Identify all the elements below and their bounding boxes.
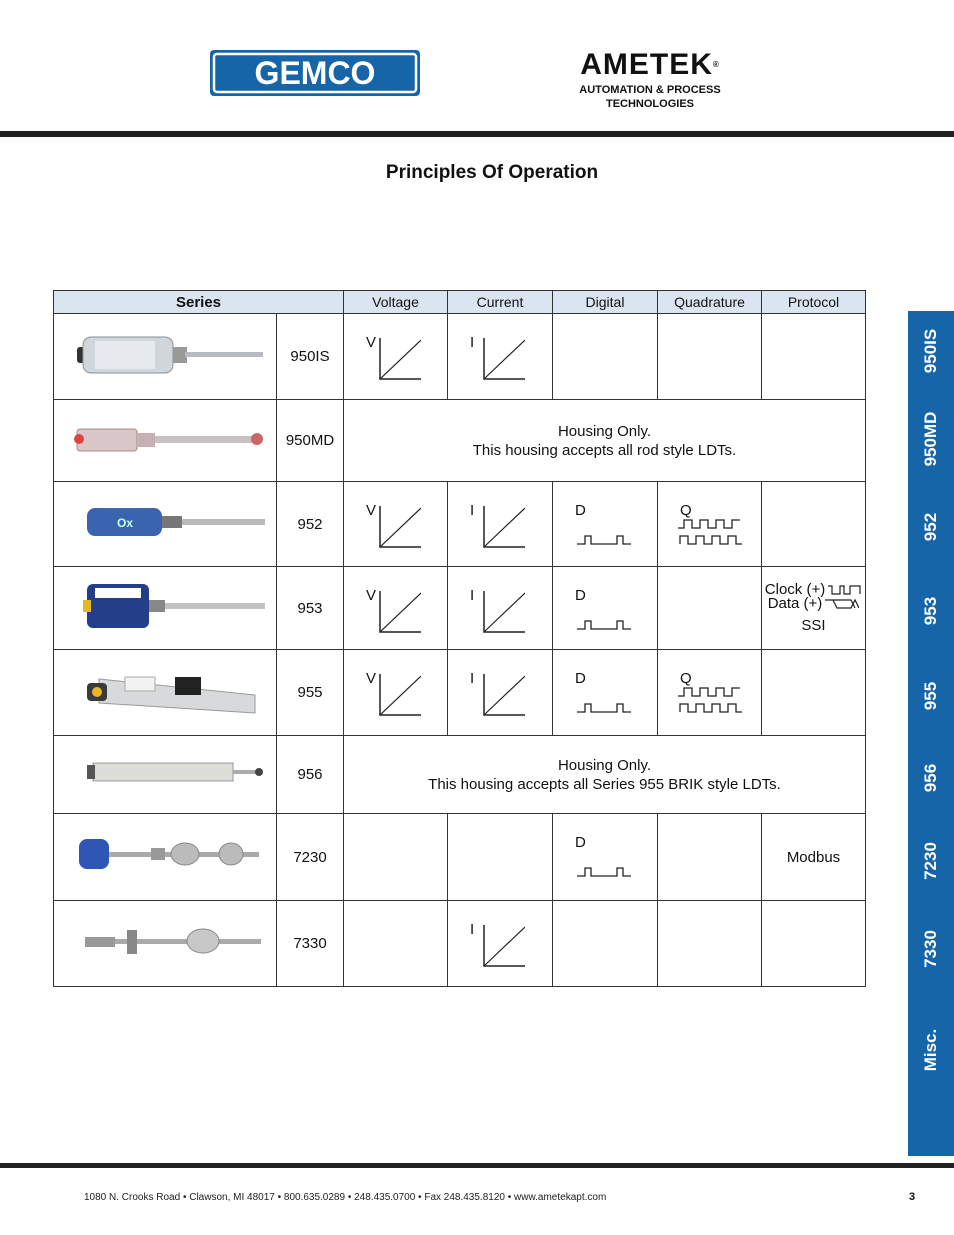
series-name: 955 <box>277 650 344 736</box>
protocol-cell <box>762 567 866 650</box>
analog-output-icon <box>483 925 525 967</box>
ametek-subtitle: AUTOMATION & PROCESS TECHNOLOGIES <box>579 84 721 110</box>
header-current: Current <box>448 291 553 314</box>
quadrature-signal-icon <box>678 686 742 714</box>
current-letter: I <box>470 334 475 351</box>
header-series: Series <box>54 291 344 314</box>
data-signal-icon <box>825 598 859 610</box>
table-row <box>54 650 866 736</box>
quadrature-cell <box>658 650 762 736</box>
table-row <box>54 314 866 400</box>
current-letter: I <box>470 670 475 687</box>
header-divider <box>0 131 954 137</box>
table-row <box>54 482 866 567</box>
digital-letter: D <box>575 587 586 604</box>
analog-output-icon <box>483 674 525 716</box>
quadrature-cell <box>658 482 762 567</box>
table-row <box>54 901 866 987</box>
digital-cell <box>553 814 658 901</box>
protocol-cell <box>762 814 866 901</box>
quadrature-cell <box>658 814 762 901</box>
ssi-clock-label: Clock (+) <box>764 580 826 598</box>
clock-signal-icon <box>828 584 862 596</box>
product-image-952 <box>54 482 277 567</box>
voltage-cell <box>344 650 448 736</box>
table-row <box>54 814 866 901</box>
voltage-letter: V <box>366 587 377 604</box>
housing-note: Housing Only. This housing accepts all Series 955 BRIK style LDTs. <box>344 736 866 814</box>
product-image-7230 <box>54 814 277 901</box>
protocol-cell <box>762 482 866 567</box>
series-name: 950IS <box>277 314 344 400</box>
digital-cell <box>553 567 658 650</box>
voltage-cell <box>344 567 448 650</box>
table-row <box>54 400 866 482</box>
digital-pulse-icon <box>577 702 633 714</box>
voltage-cell <box>344 814 448 901</box>
current-cell <box>448 314 553 400</box>
series-name: 953 <box>277 567 344 650</box>
voltage-cell <box>344 482 448 567</box>
analog-output-icon <box>483 591 525 633</box>
product-image-7330 <box>54 901 277 987</box>
current-cell <box>448 650 553 736</box>
product-image-956 <box>54 736 277 814</box>
series-name: 952 <box>277 482 344 567</box>
voltage-cell <box>344 901 448 987</box>
protocol-cell <box>762 314 866 400</box>
digital-pulse-icon <box>577 619 633 631</box>
quadrature-letter: Q <box>680 502 692 519</box>
digital-pulse-icon <box>577 866 633 878</box>
digital-letter: D <box>575 834 586 851</box>
housing-note: Housing Only. This housing accepts all rod style LDTs. <box>344 400 866 482</box>
current-cell <box>448 567 553 650</box>
header-voltage: Voltage <box>344 291 448 314</box>
operation-table <box>53 290 866 987</box>
digital-letter: D <box>575 670 586 687</box>
voltage-letter: V <box>366 670 377 687</box>
digital-cell <box>553 314 658 400</box>
footer-divider <box>0 1163 954 1168</box>
table-row <box>54 567 866 650</box>
page-title: Principles Of Operation <box>385 162 599 183</box>
analog-output-icon <box>483 506 525 548</box>
table-row <box>54 736 866 814</box>
analog-output-icon <box>379 506 421 548</box>
header-quadrature: Quadrature <box>658 291 762 314</box>
page-number: 3 <box>909 1191 916 1203</box>
product-image-955 <box>54 650 277 736</box>
quadrature-signal-icon <box>678 518 742 546</box>
footer-address: 1080 N. Crooks Road • Clawson, MI 48017 • 800.635.0289 • 248.435.0700 • Fax 248.435.8120 • www.ametekapt.com <box>84 1192 607 1203</box>
series-name: 950MD <box>277 400 344 482</box>
protocol-cell <box>762 650 866 736</box>
svg-text:GEMCO: GEMCO <box>254 55 376 91</box>
digital-cell <box>553 650 658 736</box>
quadrature-cell <box>658 314 762 400</box>
digital-cell <box>553 901 658 987</box>
voltage-cell <box>344 314 448 400</box>
quadrature-cell <box>658 901 762 987</box>
current-letter: I <box>470 502 475 519</box>
sidebar-tabs: 950IS 950MD 952 953 955 956 7230 7330 Misc. <box>908 311 954 1156</box>
current-letter: I <box>470 921 475 938</box>
ametek-logo <box>560 50 740 111</box>
ssi-data-label: Data (+) <box>767 594 823 612</box>
series-name: 7330 <box>277 901 344 987</box>
modbus-label: Modbus <box>786 848 841 866</box>
analog-output-icon <box>483 338 525 380</box>
voltage-letter: V <box>366 502 377 519</box>
current-cell <box>448 814 553 901</box>
ssi-label: SSI <box>801 616 826 634</box>
ametek-wordmark: AMETEK <box>580 48 713 81</box>
digital-pulse-icon <box>577 534 633 546</box>
digital-cell <box>553 482 658 567</box>
current-letter: I <box>470 587 475 604</box>
registered-mark: ® <box>712 60 720 69</box>
series-name: 7230 <box>277 814 344 901</box>
protocol-cell <box>762 901 866 987</box>
product-image-953 <box>54 567 277 650</box>
gemco-logo <box>210 50 420 96</box>
analog-output-icon <box>379 674 421 716</box>
voltage-letter: V <box>366 334 377 351</box>
svg-text:Ox: Ox <box>116 516 134 530</box>
current-cell <box>448 901 553 987</box>
current-cell <box>448 482 553 567</box>
quadrature-cell <box>658 567 762 650</box>
product-image-950md <box>54 400 277 482</box>
analog-output-icon <box>379 591 421 633</box>
series-name: 956 <box>277 736 344 814</box>
header-digital: Digital <box>553 291 658 314</box>
ssi-data-row <box>762 594 865 612</box>
quadrature-letter: Q <box>680 670 692 687</box>
product-image-950is <box>54 314 277 400</box>
header-protocol: Protocol <box>762 291 866 314</box>
digital-letter: D <box>575 502 586 519</box>
analog-output-icon <box>379 338 421 380</box>
